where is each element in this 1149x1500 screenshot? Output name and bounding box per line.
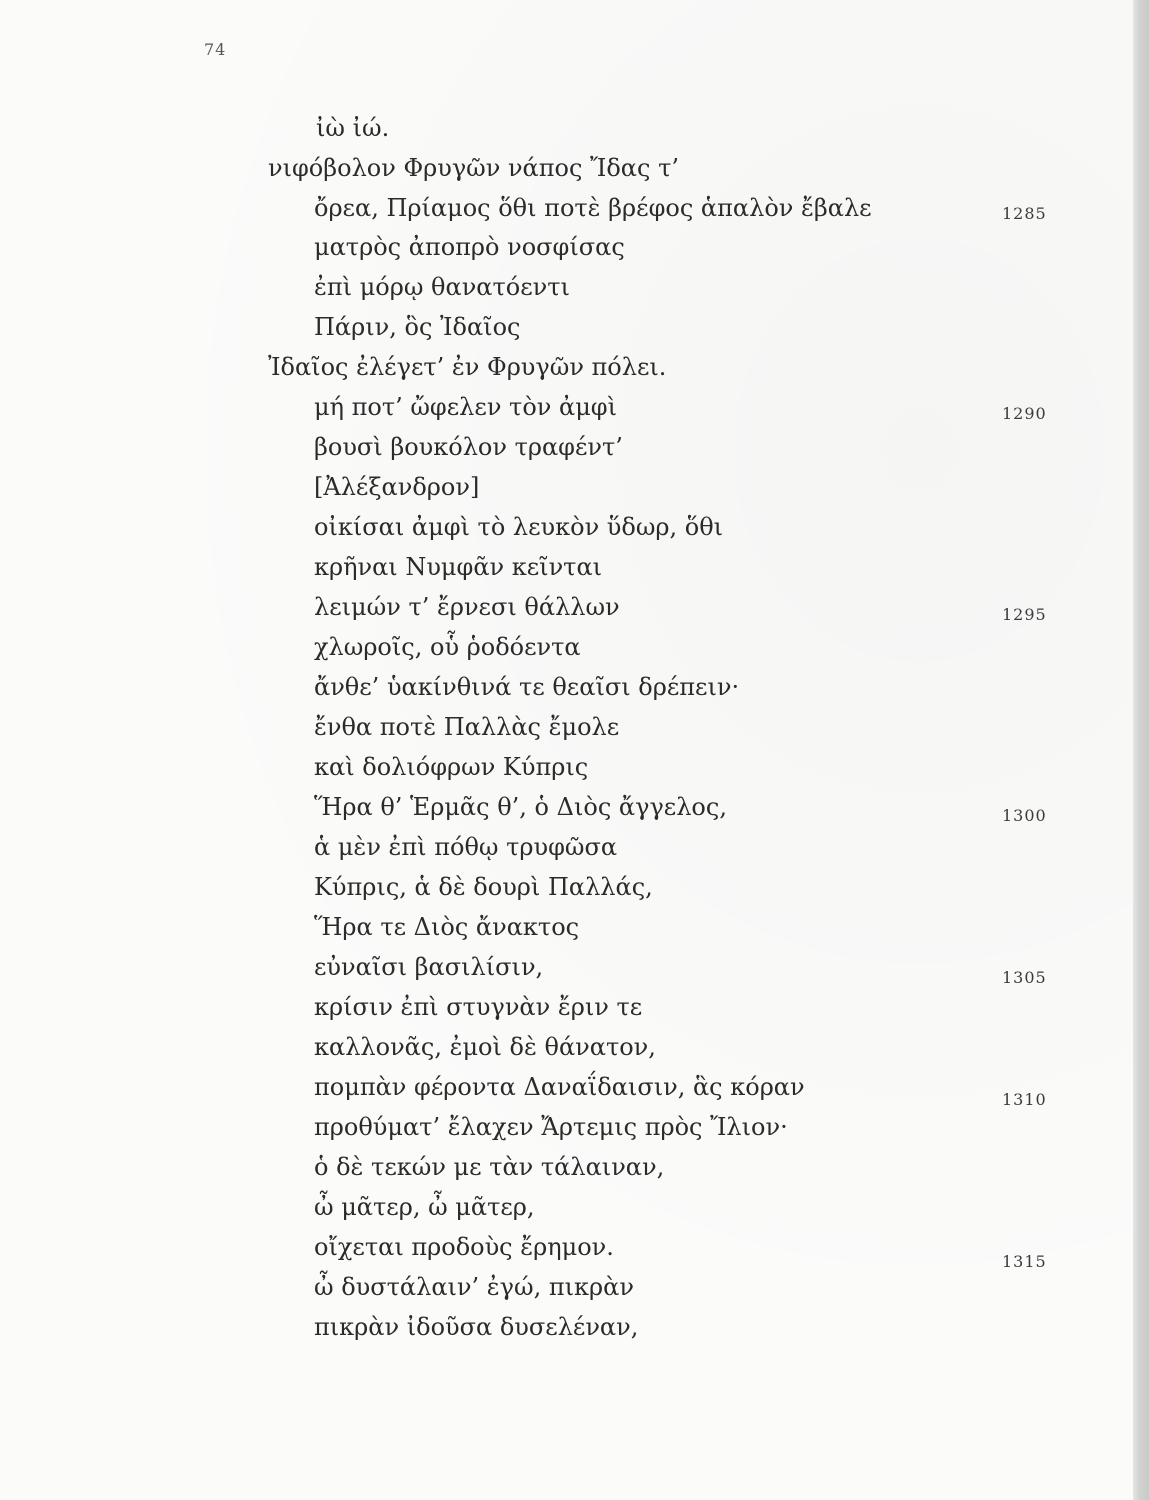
verse-line: πομπὰν φέροντα Δαναΐδαισιν, ἃς κόραν	[314, 1073, 805, 1101]
verse-line: ὦ δυστάλαιν’ ἐγώ, πικρὰν	[314, 1273, 634, 1301]
verse-line: ἔνθα ποτὲ Παλλὰς ἔμολε	[314, 713, 620, 741]
verse-line: εὐναῖσι βασιλίσιν,	[314, 953, 544, 981]
verse-line: κρῆναι Νυμφᾶν κεῖνται	[314, 553, 603, 581]
verse-line: οἴχεται προδοὺς ἔρημον.	[314, 1233, 614, 1261]
verse-line: μή ποτ’ ὤφελεν τὸν ἀμφὶ	[314, 393, 617, 421]
verse-line: Ἰδαῖος ἐλέγετ’ ἐν Φρυγῶν πόλει.	[268, 353, 667, 381]
verse-line: Κύπρις, ἁ δὲ δουρὶ Παλλάς,	[314, 873, 653, 901]
verse-line: ἰὼ ἰώ.	[316, 114, 390, 142]
line-number: 1295	[1002, 605, 1047, 624]
line-number: 1285	[1002, 204, 1047, 223]
verse-line: [Ἀλέξανδρον]	[314, 473, 480, 501]
verse-line: καὶ δολιόφρων Κύπρις	[314, 753, 589, 781]
line-number: 1290	[1002, 404, 1047, 423]
verse-line: νιφόβολον Φρυγῶν νάπος Ἴδας τ’	[268, 154, 679, 182]
verse-line: προθύματ’ ἔλαχεν Ἄρτεμις πρὸς Ἴλιον·	[314, 1113, 788, 1141]
line-number: 1305	[1002, 968, 1047, 987]
verse-line: λειμών τ’ ἔρνεσι θάλλων	[314, 593, 620, 621]
verse-line: Ἥρα θ’ Ἑρμᾶς θ’, ὁ Διὸς ἄγγελος,	[314, 793, 727, 821]
page-number: 74	[204, 40, 227, 59]
verse-line: χλωροῖς, οὗ ῥοδόεντα	[314, 633, 581, 661]
verse-line: ἄνθε’ ὑακίνθινά τε θεαῖσι δρέπειν·	[314, 673, 740, 701]
verse-line: ὦ μᾶτερ, ὦ μᾶτερ,	[314, 1193, 535, 1221]
verse-line: Πάριν, ὃς Ἰδαῖος	[314, 313, 521, 341]
line-number: 1300	[1002, 806, 1047, 825]
verse-line: κρίσιν ἐπὶ στυγνὰν ἔριν τε	[314, 993, 643, 1021]
verse-line: καλλονᾶς, ἐμοὶ δὲ θάνατον,	[314, 1033, 656, 1061]
verse-line: βουσὶ βουκόλον τραφέντ’	[314, 433, 623, 461]
line-number: 1315	[1002, 1252, 1047, 1271]
verse-line: ἐπὶ μόρῳ θανατόεντι	[314, 273, 570, 301]
verse-line: οἰκίσαι ἀμφὶ τὸ λευκὸν ὕδωρ, ὅθι	[314, 513, 724, 541]
verse-line: ὄρεα, Πρίαμος ὅθι ποτὲ βρέφος ἁπαλὸν ἔβαλε	[314, 194, 872, 222]
verse-line: ματρὸς ἀποπρὸ νοσφίσας	[314, 233, 625, 261]
verse-line: ἁ μὲν ἐπὶ πόθῳ τρυφῶσα	[314, 833, 618, 861]
verse-line: πικρὰν ἰδοῦσα δυσελέναν,	[314, 1313, 639, 1341]
verse-line: ὁ δὲ τεκών με τὰν τάλαιναν,	[314, 1153, 665, 1181]
line-number: 1310	[1002, 1090, 1047, 1109]
verse-line: Ἥρα τε Διὸς ἄνακτος	[314, 913, 580, 941]
